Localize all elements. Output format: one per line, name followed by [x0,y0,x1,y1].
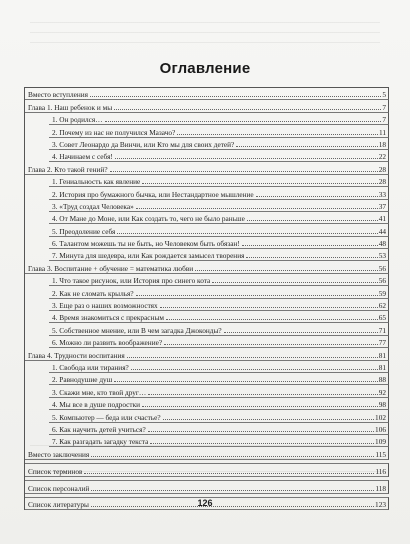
toc-entry-page: 48 [378,239,386,249]
toc-subentry[interactable] [49,361,389,373]
dot-leader [136,295,378,296]
dot-leader [117,233,377,234]
dot-leader [242,245,378,246]
toc-entry-title: 3. Скажи мне, кто твой друг… [52,387,147,397]
toc-entry-title: Глава 4. Трудности воспитания [28,350,125,360]
toc-entry[interactable] [25,348,389,360]
toc-entry-page: 33 [378,189,386,199]
toc-subentry[interactable] [49,435,389,447]
toc-entry-page: 62 [378,301,386,311]
toc-entry-title: Список литературы [28,500,89,510]
toc-entry-page: 7 [382,115,386,125]
toc-entry-title: Список персоналий [28,483,90,493]
toc-entry-page: 92 [378,387,386,397]
toc-entry[interactable] [25,100,389,112]
dot-leader [148,431,374,432]
toc-entry[interactable] [25,261,389,273]
toc-entry-page: 18 [378,139,386,149]
toc-entry-title: 2. Равнодушие душ [52,375,113,385]
toc-entry-title: 3. «Труд создал Человека» [52,201,134,211]
dot-leader [91,490,374,491]
dot-leader [142,183,377,184]
toc-subentry[interactable] [49,373,389,385]
dot-leader [127,357,378,358]
toc-entry-page: 102 [375,412,386,422]
toc-subentry[interactable] [49,299,389,311]
toc-entry-page: 115 [375,449,386,459]
dot-leader [212,282,377,283]
dot-leader [166,319,378,320]
toc-entry-title: 4. Начинаем с себя! [52,152,113,162]
toc-entry-title: 1. Гениальность как явление [52,177,141,187]
table-of-contents [24,87,389,510]
toc-entry-title: 6. Как научить детей учиться? [52,424,146,434]
toc-entry-page: 53 [378,251,386,261]
toc-entry[interactable] [25,162,389,174]
toc-entry-title: Вместо вступления [28,90,89,100]
toc-entry-title: 5. Компьютер — беда или счастье? [52,412,161,422]
toc-entry[interactable] [25,463,389,476]
toc-subentry[interactable] [49,187,389,199]
toc-entry-title: Вместо заключения [28,449,90,459]
toc-entry-page: 56 [378,263,386,273]
toc-entry-title: 1. Он родился… [52,115,103,125]
toc-entry-title: 7. Как разгадать загадку текста [52,437,149,447]
toc-entry-page: 118 [375,483,386,493]
dot-leader [246,257,377,258]
dot-leader [150,443,374,444]
toc-entry-title: Список терминов [28,466,83,476]
toc-entry-title: 1. Свобода или тирания? [52,362,129,372]
dot-leader [195,270,378,271]
dot-leader [136,208,378,209]
dot-leader [164,344,378,345]
toc-subentry[interactable] [49,336,389,348]
toc-entry-page: 41 [378,214,386,224]
dot-leader [148,394,378,395]
toc-entry-page: 7 [382,102,386,112]
toc-entry-page: 123 [375,500,386,510]
toc-subentry[interactable] [49,286,389,298]
toc-entry[interactable] [25,88,389,100]
dot-leader [256,196,378,197]
toc-entry-title: Глава 1. Наш ребенок и мы [28,102,113,112]
toc-entry-title: 1. Что такое рисунок, или История про синего кота [52,276,211,286]
toc-entry-page: 28 [378,177,386,187]
toc-subentry[interactable] [49,323,389,335]
toc-subentry[interactable] [49,138,389,150]
toc-entry-page: 37 [378,201,386,211]
toc-subentry[interactable] [49,150,389,162]
toc-subentry[interactable] [49,200,389,212]
toc-entry-page: 106 [375,424,386,434]
dot-leader [105,121,382,122]
toc-entry-title: 6. Талантом можешь ты не быть, но Человеком быть обязан! [52,239,240,249]
toc-subentry[interactable] [49,175,389,187]
toc-subentry[interactable] [49,274,389,286]
toc-entry-page: 11 [378,127,386,137]
toc-entry-title: Глава 3. Воспитание + обучение = математика любви [28,263,194,273]
toc-subentry[interactable] [49,423,389,435]
toc-entry-title: 2. История про бумажного бычка, или Нестандартное мышление [52,189,254,199]
dot-leader [114,109,381,110]
toc-subentry[interactable] [49,398,389,410]
dot-leader [84,473,374,474]
toc-entry-page: 22 [378,152,386,162]
toc-subentry[interactable] [49,212,389,224]
toc-entry-title: 3. Еще раз о наших возможностях [52,301,158,311]
page-title: Оглавление [159,60,251,77]
toc-entry-title: 2. Как не сломать крылья? [52,288,134,298]
dot-leader [91,456,374,457]
dot-leader [115,158,378,159]
toc-entry-title: 4. Время знакомиться с прекрасным [52,313,164,323]
bleed-through-line [30,42,380,43]
dot-leader [142,406,378,407]
toc-entry-page: 81 [378,350,386,360]
toc-entry[interactable] [25,480,389,493]
dot-leader [236,146,377,147]
toc-entry-page: 71 [378,325,386,335]
toc-entry-title: 7. Минута для шедевра, или Как рождается замысел творения [52,251,245,261]
toc-subentry[interactable] [49,237,389,249]
dot-leader [131,369,378,370]
dot-leader [110,171,378,172]
dot-leader [160,307,378,308]
toc-entry-title: 3. Совет Леонардо да Винчи, или Кто мы для своих детей? [52,139,235,149]
toc-entry[interactable] [25,447,389,459]
bleed-through-line [30,22,380,23]
dot-leader [224,332,378,333]
toc-entry-page: 44 [378,226,386,236]
toc-entry-title: 6. Можно ли развить воображение? [52,338,163,348]
toc-entry-title: 5. Преодоление себя [52,226,116,236]
toc-entry-title: 2. Почему из нас не получился Мазачо? [52,127,176,137]
dot-leader [114,381,377,382]
toc-entry-page: 5 [382,90,386,100]
toc-entry-title: 4. От Мане до Моне, или Как создать то, чего не было раньше [52,214,245,224]
toc-subentry[interactable] [49,113,389,125]
bleed-through-line [30,32,380,33]
toc-entry-page: 109 [375,437,386,447]
toc-subentry[interactable] [49,224,389,236]
toc-entry-page: 28 [378,164,386,174]
toc-entry-title: Глава 2. Кто такой гений? [28,164,108,174]
toc-entry-page: 81 [378,362,386,372]
toc-entry-page: 116 [375,466,386,476]
toc-entry-title: 4. Мы все в душе подростки [52,400,141,410]
toc-entry-page: 59 [378,288,386,298]
dot-leader [247,220,378,221]
toc-entry-page: 65 [378,313,386,323]
page-number: 126 [197,498,213,508]
toc-subentry[interactable] [49,125,389,137]
dot-leader [163,419,374,420]
toc-entry-page: 77 [378,338,386,348]
toc-subentry[interactable] [49,410,389,422]
toc-entry-page: 98 [378,400,386,410]
toc-entry-page: 56 [378,276,386,286]
dot-leader [177,134,378,135]
toc-subentry[interactable] [49,249,389,261]
toc-entry-title: 5. Собственное мнение, или В чем загадка Джоконды? [52,325,222,335]
dot-leader [90,96,381,97]
toc-subentry[interactable] [49,385,389,397]
toc-entry-page: 88 [378,375,386,385]
toc-subentry[interactable] [49,311,389,323]
